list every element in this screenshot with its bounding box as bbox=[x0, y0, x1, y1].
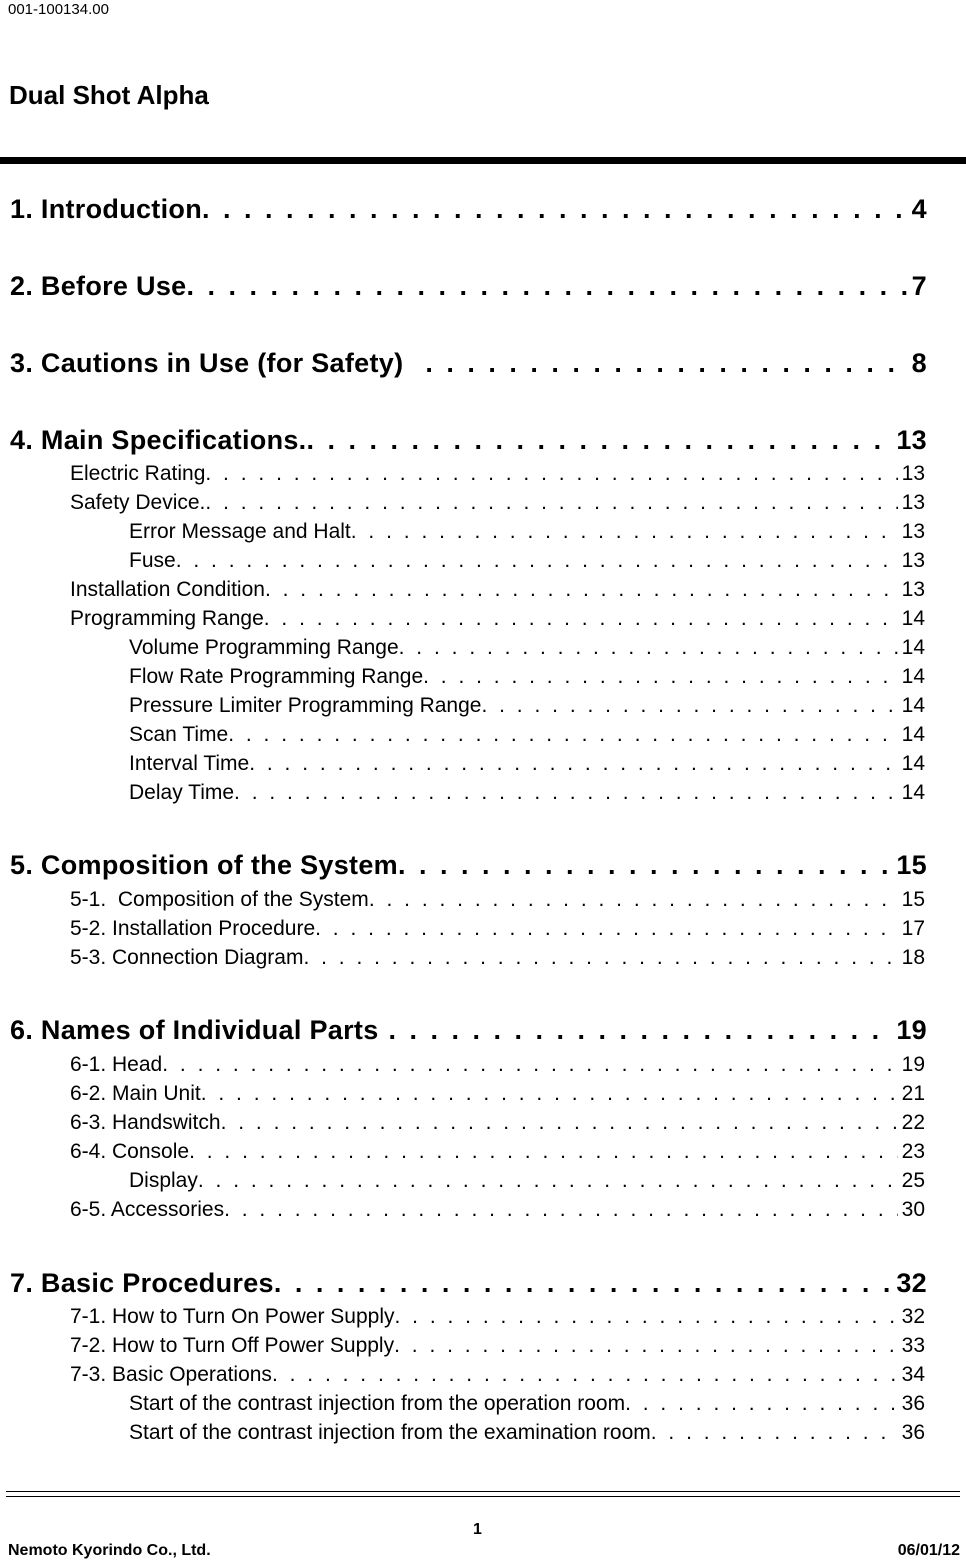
document-date: 06/01/12 bbox=[897, 1542, 960, 1559]
toc-entry-electric-rating[interactable] bbox=[70, 462, 925, 486]
leader-dots bbox=[315, 917, 898, 941]
toc-entry-label: Error Message and Halt bbox=[129, 520, 351, 543]
toc-entry-label: Scan Time bbox=[129, 723, 229, 746]
document-number: 001-100134.00 bbox=[8, 1, 109, 18]
toc-chapter-names-of-parts[interactable] bbox=[10, 1015, 927, 1046]
toc-entry-label: Display bbox=[129, 1169, 198, 1192]
toc-page-number: 34 bbox=[901, 1363, 925, 1386]
toc-entry-label: Electric Rating bbox=[70, 462, 206, 485]
toc-chapter-before-use[interactable] bbox=[10, 271, 927, 302]
toc-page-number: 36 bbox=[901, 1421, 925, 1444]
toc-page-number: 30 bbox=[901, 1198, 925, 1221]
toc-entry-label: 6-1. Head bbox=[70, 1053, 163, 1076]
toc-page-number: 15 bbox=[901, 888, 925, 911]
toc-page-number: 36 bbox=[901, 1392, 925, 1415]
toc-entry-label: Volume Programming Range bbox=[129, 636, 399, 659]
toc-entry-6-5[interactable] bbox=[70, 1198, 925, 1222]
toc-page-number: 14 bbox=[901, 665, 925, 688]
leader-dots bbox=[274, 1268, 893, 1299]
toc-entry-label: 6-4. Console bbox=[70, 1140, 190, 1163]
toc-entry-programming-range[interactable] bbox=[70, 607, 925, 631]
leader-dots bbox=[228, 723, 897, 747]
leader-dots bbox=[398, 850, 892, 881]
toc-entry-delay-time[interactable] bbox=[129, 781, 925, 805]
toc-entry-interval-time[interactable] bbox=[129, 752, 925, 776]
toc-page-number: 13 bbox=[901, 462, 925, 485]
toc-page-number: 14 bbox=[901, 781, 925, 804]
leader-dots bbox=[272, 1363, 898, 1387]
toc-chapter-label: 6. Names of Individual Parts bbox=[10, 1015, 379, 1045]
toc-entry-label: 7-1. How to Turn On Power Supply bbox=[70, 1305, 395, 1328]
footer-divider bbox=[6, 1491, 960, 1492]
leader-dots bbox=[205, 462, 897, 486]
leader-dots bbox=[395, 1305, 898, 1329]
toc-entry-label: 7-2. How to Turn Off Power Supply bbox=[70, 1334, 395, 1357]
toc-page-number: 22 bbox=[901, 1111, 925, 1134]
toc-page-number: 32 bbox=[901, 1305, 925, 1328]
toc-page-number: 13 bbox=[901, 549, 925, 572]
toc-entry-6-3[interactable] bbox=[70, 1111, 925, 1135]
toc-entry-5-1[interactable] bbox=[70, 888, 925, 912]
toc-entry-label: 6-5. Accessories bbox=[70, 1198, 225, 1221]
toc-entry-6-1[interactable] bbox=[70, 1053, 925, 1077]
toc-page-number: 13 bbox=[901, 520, 925, 543]
footer-divider bbox=[6, 1496, 960, 1497]
toc-entry-label: Programming Range bbox=[70, 607, 264, 630]
toc-page-number: 14 bbox=[901, 723, 925, 746]
page-number: 1 bbox=[473, 1521, 482, 1538]
leader-dots bbox=[176, 549, 898, 573]
toc-page-number: 15 bbox=[896, 850, 927, 880]
toc-chapter-composition[interactable] bbox=[10, 850, 927, 881]
leader-dots bbox=[265, 578, 898, 602]
leader-dots bbox=[249, 752, 897, 776]
leader-dots bbox=[198, 1169, 898, 1193]
leader-dots bbox=[351, 520, 898, 544]
toc-entry-start-from-operation-room[interactable] bbox=[129, 1392, 925, 1416]
toc-entry-flow-rate-programming-range[interactable] bbox=[129, 665, 925, 689]
leader-dots bbox=[379, 1015, 893, 1046]
toc-entry-label: Flow Rate Programming Range bbox=[129, 665, 424, 688]
leader-dots bbox=[306, 425, 892, 456]
toc-page-number: 8 bbox=[911, 348, 927, 378]
toc-entry-start-from-examination-room[interactable] bbox=[129, 1421, 925, 1445]
toc-entry-label: Installation Condition bbox=[70, 578, 265, 601]
leader-dots bbox=[423, 665, 898, 689]
toc-page-number: 21 bbox=[901, 1082, 925, 1105]
toc-page-number: 14 bbox=[901, 607, 925, 630]
leader-dots bbox=[651, 1421, 898, 1445]
leader-dots bbox=[205, 491, 897, 515]
toc-page-number: 14 bbox=[901, 694, 925, 717]
toc-page-number: 13 bbox=[901, 578, 925, 601]
toc-chapter-label: 7. Basic Procedures bbox=[10, 1268, 274, 1298]
toc-entry-label: Delay Time bbox=[129, 781, 235, 804]
leader-dots bbox=[221, 1111, 898, 1135]
leader-dots bbox=[394, 1334, 898, 1358]
leader-dots bbox=[264, 607, 898, 631]
toc-entry-7-2[interactable] bbox=[70, 1334, 925, 1358]
leader-dots bbox=[202, 194, 908, 225]
toc-entry-label: Fuse bbox=[129, 549, 176, 572]
leader-dots bbox=[399, 636, 898, 660]
leader-dots bbox=[162, 1053, 897, 1077]
toc-page-number: 19 bbox=[896, 1015, 927, 1045]
toc-entry-label: 6-2. Main Unit bbox=[70, 1082, 201, 1105]
toc-entry-label: Start of the contrast injection from the examination room bbox=[129, 1421, 651, 1444]
leader-dots bbox=[481, 694, 897, 718]
toc-chapter-label: 5. Composition of the System bbox=[10, 850, 398, 880]
toc-entry-5-3[interactable] bbox=[70, 946, 925, 970]
toc-page-number: 13 bbox=[896, 425, 927, 455]
toc-entry-label: 6-3. Handswitch bbox=[70, 1111, 221, 1134]
toc-entry-fuse[interactable] bbox=[129, 549, 925, 573]
toc-page-number: 19 bbox=[901, 1053, 925, 1076]
toc-chapter-basic-procedures[interactable] bbox=[10, 1268, 927, 1299]
toc-entry-pressure-limiter-programming-range[interactable] bbox=[129, 694, 925, 718]
leader-dots bbox=[369, 888, 898, 912]
toc-page-number: 25 bbox=[901, 1169, 925, 1192]
toc-page-number: 17 bbox=[901, 917, 925, 940]
toc-entry-error-message[interactable] bbox=[129, 520, 925, 544]
company-name: Nemoto Kyorindo Co., Ltd. bbox=[8, 1542, 211, 1559]
toc-entry-label: 5-3. Connection Diagram bbox=[70, 946, 304, 969]
toc-entry-label: Interval Time bbox=[129, 752, 250, 775]
leader-dots bbox=[186, 271, 907, 302]
toc-entry-5-2[interactable] bbox=[70, 917, 925, 941]
toc-entry-label: 7-3. Basic Operations bbox=[70, 1363, 272, 1386]
toc-chapter-introduction[interactable] bbox=[10, 194, 927, 225]
toc-chapter-label: 1. Introduction bbox=[10, 194, 202, 224]
toc-page-number: 33 bbox=[901, 1334, 925, 1357]
toc-entry-installation-condition[interactable] bbox=[70, 578, 925, 602]
toc-entry-6-4[interactable] bbox=[70, 1140, 925, 1164]
toc-page-number: 4 bbox=[911, 194, 927, 224]
toc-entry-7-1[interactable] bbox=[70, 1305, 925, 1329]
toc-chapter-label: 2. Before Use bbox=[10, 271, 187, 301]
toc-entry-label: 5-1. Composition of the System bbox=[70, 888, 369, 911]
toc-entry-label: Safety Device. bbox=[70, 491, 206, 514]
toc-page-number: 14 bbox=[901, 636, 925, 659]
toc-entry-label: Pressure Limiter Programming Range bbox=[129, 694, 482, 717]
leader-dots bbox=[234, 781, 898, 805]
toc-page-number: 18 bbox=[901, 946, 925, 969]
toc-page-number: 23 bbox=[901, 1140, 925, 1163]
toc-entry-volume-programming-range[interactable] bbox=[129, 636, 925, 660]
toc-entry-label: 5-2. Installation Procedure bbox=[70, 917, 316, 940]
toc-entry-6-2[interactable] bbox=[70, 1082, 925, 1106]
toc-page-number: 13 bbox=[901, 491, 925, 514]
leader-dots bbox=[403, 348, 907, 379]
leader-dots bbox=[625, 1392, 898, 1416]
toc-entry-scan-time[interactable] bbox=[129, 723, 925, 747]
toc-page-number: 7 bbox=[911, 271, 927, 301]
toc-page-number: 32 bbox=[896, 1268, 927, 1298]
toc-chapter-main-specifications[interactable] bbox=[10, 425, 927, 456]
document-title: Dual Shot Alpha bbox=[9, 80, 209, 110]
toc-chapter-label: 4. Main Specifications. bbox=[10, 425, 307, 455]
toc-entry-label: Start of the contrast injection from the operation room bbox=[129, 1392, 626, 1415]
toc-chapter-label: 3. Cautions in Use (for Safety) bbox=[10, 348, 404, 378]
leader-dots bbox=[303, 946, 897, 970]
leader-dots bbox=[189, 1140, 898, 1164]
leader-dots bbox=[224, 1198, 898, 1222]
leader-dots bbox=[201, 1082, 898, 1106]
toc-entry-7-3[interactable] bbox=[70, 1363, 925, 1387]
toc-page-number: 14 bbox=[901, 752, 925, 775]
toc-entry-safety-device[interactable] bbox=[70, 491, 925, 515]
toc-chapter-cautions[interactable] bbox=[10, 348, 927, 379]
toc-entry-display[interactable] bbox=[129, 1169, 925, 1193]
